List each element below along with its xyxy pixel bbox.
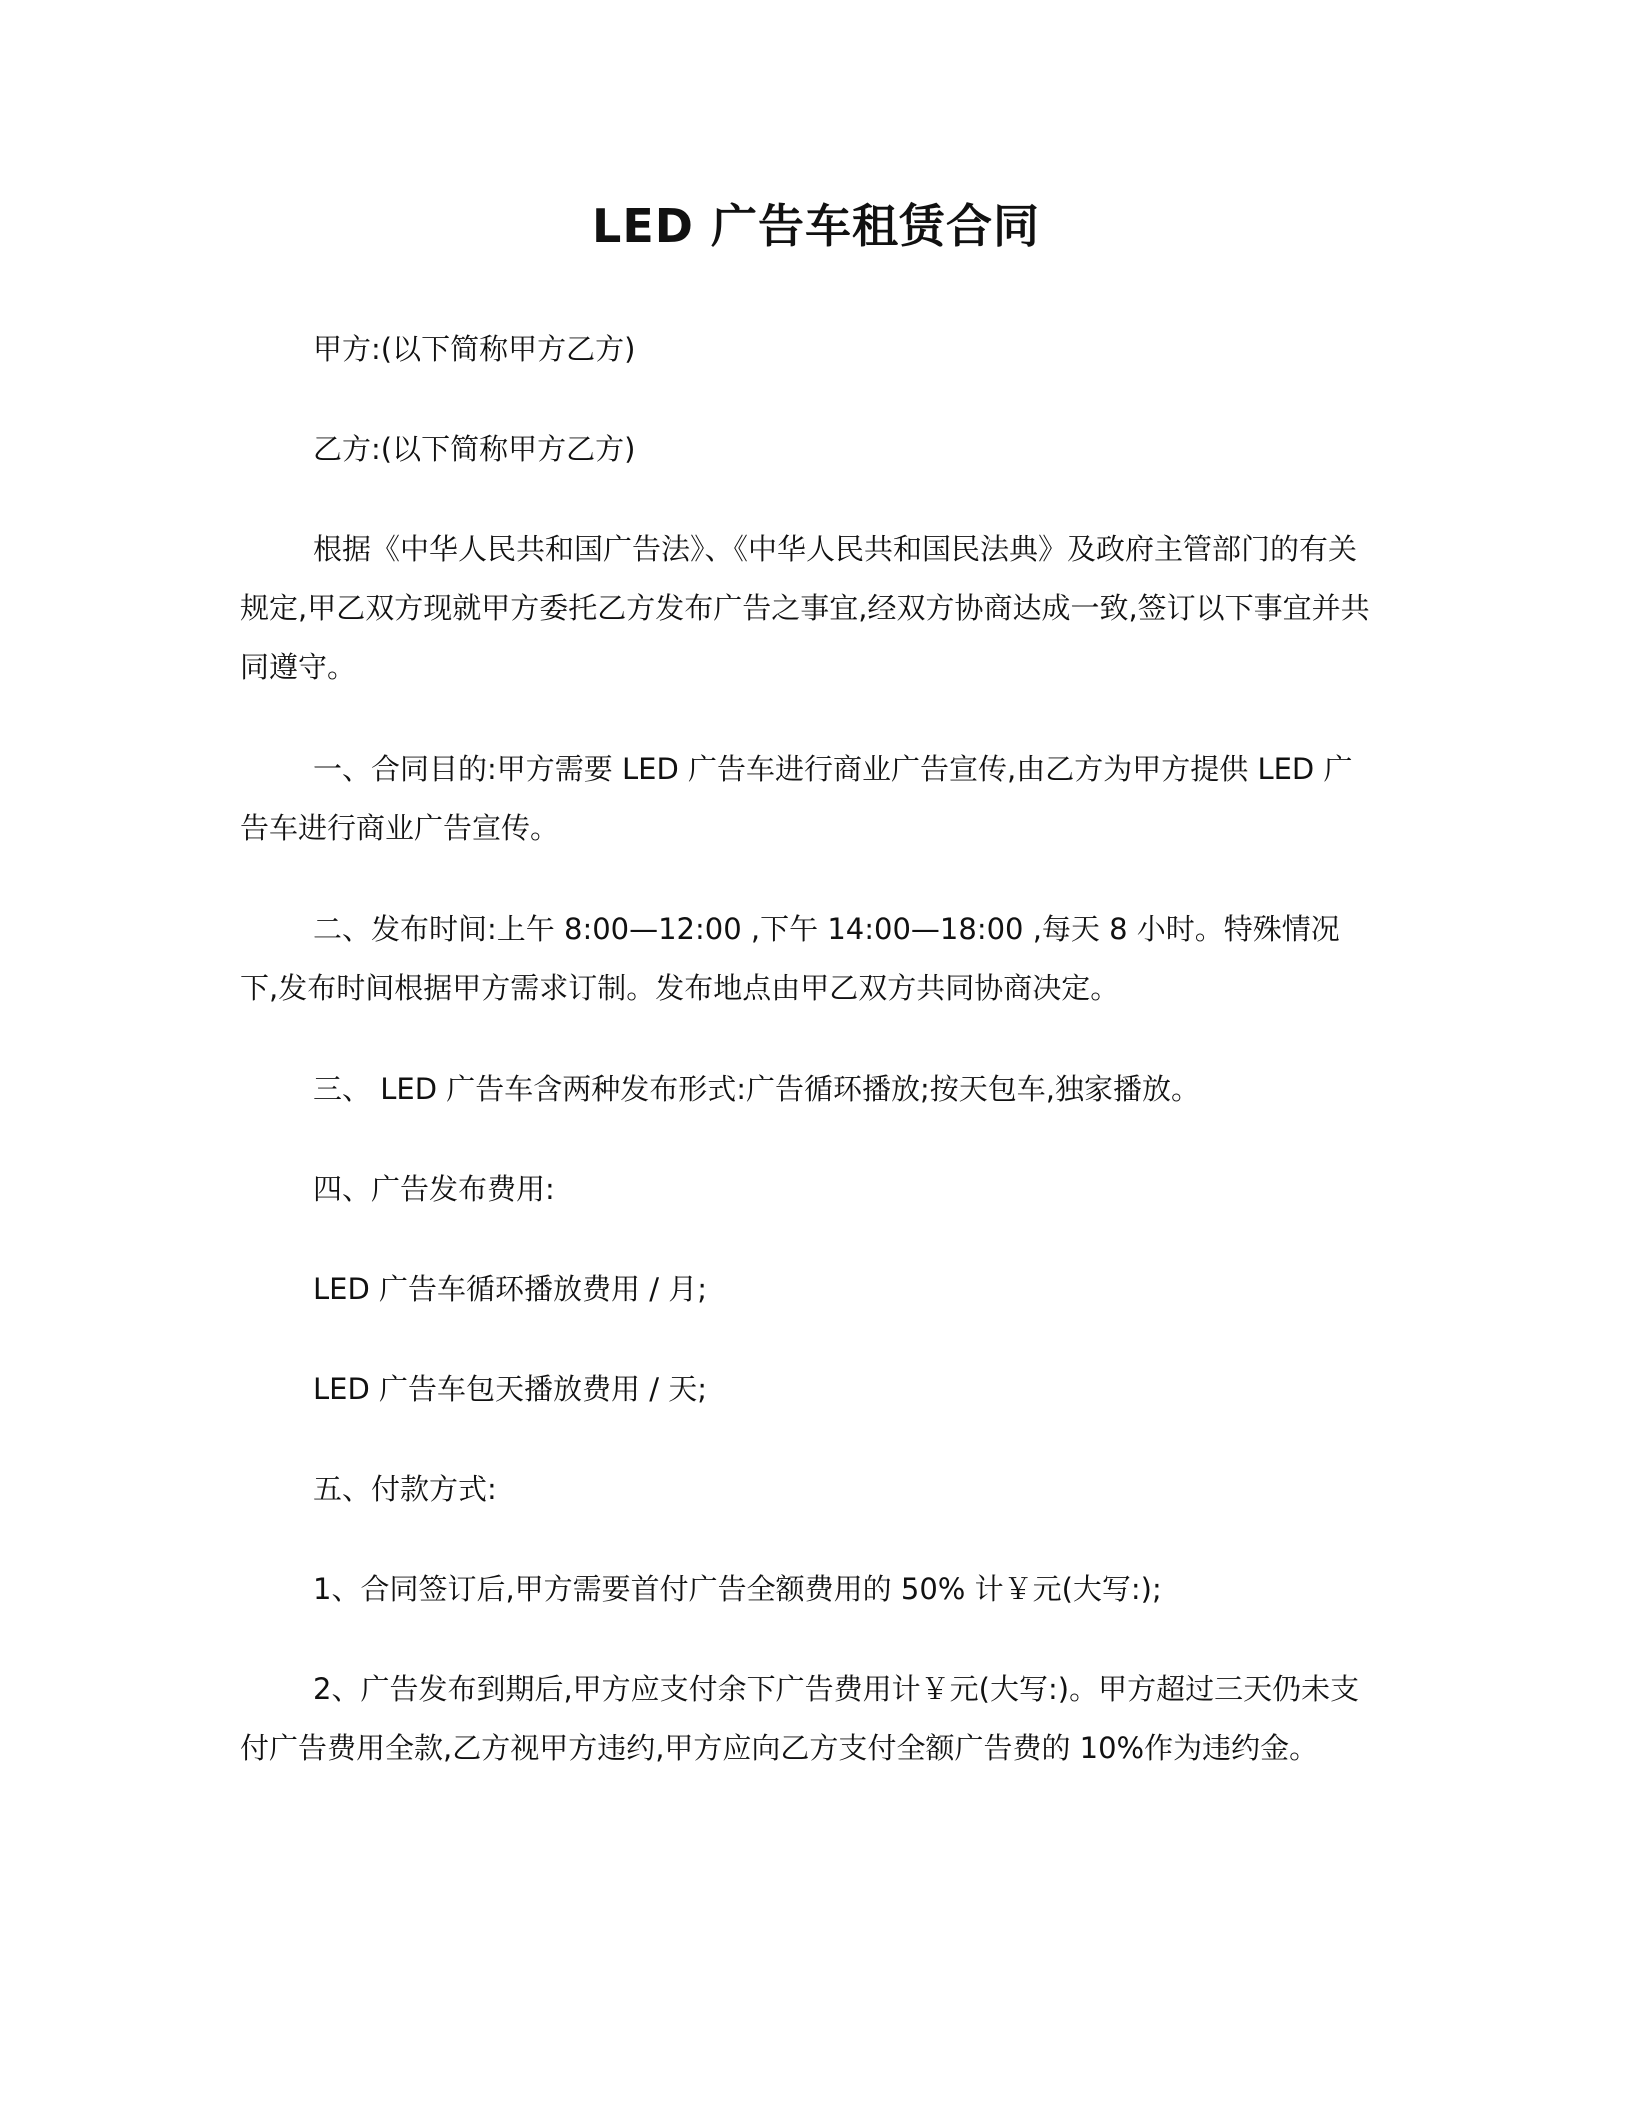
party-a-line: 甲方:(以下简称甲方乙方) xyxy=(313,332,636,366)
fee-loop-play: LED 广告车循环播放费用 / 月; xyxy=(313,1272,708,1306)
fee-daily-charter: LED 广告车包天播放费用 / 天; xyxy=(313,1372,708,1406)
clause-3-formats: 三、 LED 广告车含两种发布形式:广告循环播放;按天包车,独家播放。 xyxy=(313,1072,1201,1106)
clause-5-payment-heading: 五、付款方式: xyxy=(313,1472,497,1506)
preamble-paragraph: 根据《中华人民共和国广告法》、《中华人民共和国民法典》及政府主管部门的有关规定,甲乙双方现就甲方委托乙方发布广告之事宜,经双方协商达成一致,签订以下事宜并共同遵守。 xyxy=(240,532,1370,684)
payment-item-2: 2、广告发布到期后,甲方应支付余下广告费用计￥元(大写:)。甲方超过三天仍未支付广告费用全款,乙方视甲方违约,甲方应向乙方支付全额广告费的 10%作为违约金。 xyxy=(240,1672,1360,1765)
party-b-line: 乙方:(以下简称甲方乙方) xyxy=(313,432,636,466)
clause-2-schedule: 二、发布时间:上午 8:00—12:00 ,下午 14:00—18:00 ,每天 8 小时。特殊情况下,发布时间根据甲方需求订制。发布地点由甲乙双方共同协商决定。 xyxy=(240,912,1340,1005)
clause-1-purpose: 一、合同目的:甲方需要 LED 广告车进行商业广告宣传,由乙方为甲方提供 LED 广告车进行商业广告宣传。 xyxy=(240,752,1353,845)
payment-item-1: 1、合同签订后,甲方需要首付广告全额费用的 50% 计￥元(大写:); xyxy=(313,1572,1162,1606)
clause-4-fees-heading: 四、广告发布费用: xyxy=(313,1172,555,1206)
document-title: LED 广告车租赁合同 xyxy=(592,199,1040,253)
